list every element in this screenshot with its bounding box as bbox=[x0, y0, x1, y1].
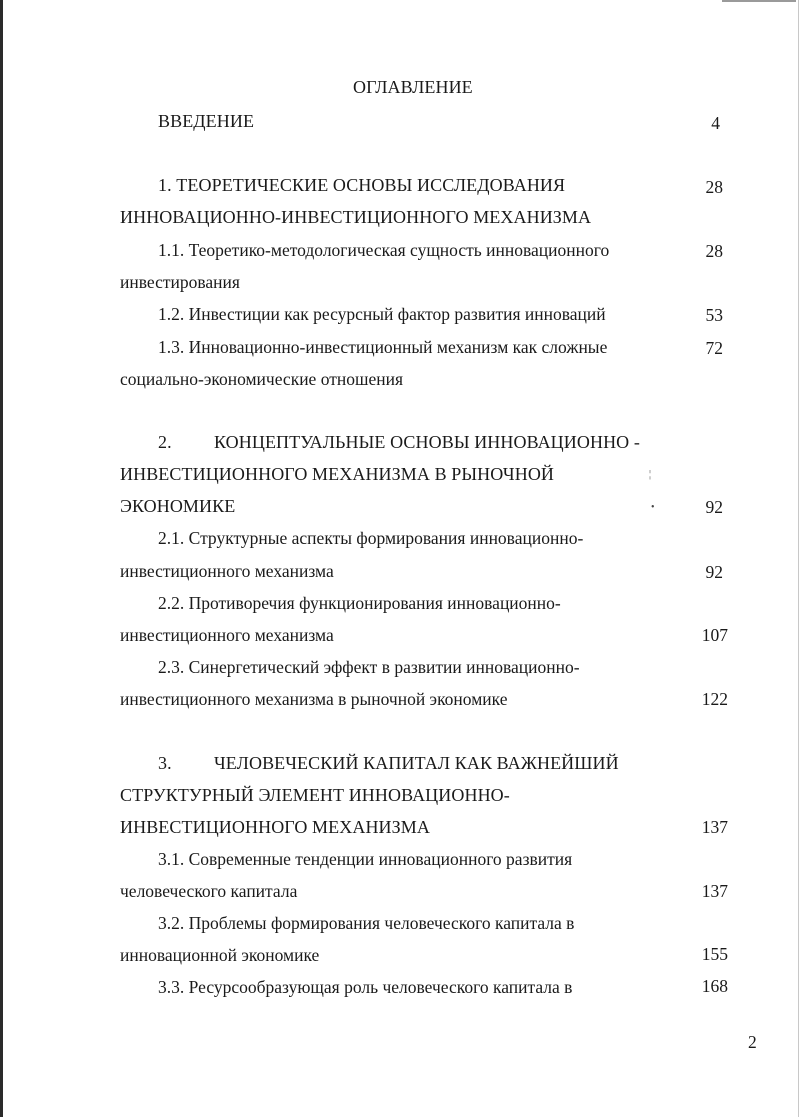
toc-page-number: 137 bbox=[701, 881, 728, 901]
toc-entry-number: 2. bbox=[158, 432, 172, 452]
toc-entry-text: социально-экономические отношения bbox=[120, 369, 404, 389]
scan-speck: ¦ bbox=[649, 469, 652, 480]
toc-entry-text: человеческого капитала bbox=[120, 881, 298, 901]
toc-entry-text: 1.1. Теоретико-методологическая сущность инновационного bbox=[158, 240, 610, 260]
toc-entry-text: ИНВЕСТИЦИОННОГО МЕХАНИЗМА bbox=[120, 817, 430, 837]
toc-entry-number: 3. bbox=[158, 753, 172, 773]
toc-page-number: 53 bbox=[705, 305, 723, 325]
toc-entry-text: ЧЕЛОВЕЧЕСКИЙ КАПИТАЛ КАК ВАЖНЕЙШИЙ bbox=[214, 753, 619, 773]
toc-page-number: 92 bbox=[705, 562, 723, 582]
toc-entry-text: СТРУКТУРНЫЙ ЭЛЕМЕНТ ИННОВАЦИОННО- bbox=[120, 785, 510, 805]
toc-entry-text: 3.3. Ресурсообразующая роль человеческого капитала в bbox=[158, 977, 573, 997]
toc-entry-text: инвестиционного механизма bbox=[120, 625, 334, 645]
toc-entry-text: 1.3. Инновационно-инвестиционный механизм как сложные bbox=[158, 337, 608, 357]
page-number: 2 bbox=[748, 1032, 757, 1052]
toc-page-number: 155 bbox=[701, 944, 728, 964]
toc-entry-text: инвестиционного механизма в рыночной экономике bbox=[120, 689, 508, 709]
toc-page-number: 72 bbox=[705, 338, 723, 358]
scan-speck: • bbox=[651, 502, 655, 513]
toc-page-number: 28 bbox=[705, 177, 723, 197]
toc-entry-text: 2.3. Синергетический эффект в развитии инновационно- bbox=[158, 657, 580, 677]
toc-page-number: 168 bbox=[701, 976, 728, 996]
toc-page-number: 107 bbox=[701, 625, 728, 645]
toc-entry-text: ИННОВАЦИОННО-ИНВЕСТИЦИОННОГО МЕХАНИЗМА bbox=[120, 207, 592, 227]
toc-page-number: 4 bbox=[711, 113, 720, 133]
toc-entry-text: инновационной экономике bbox=[120, 945, 320, 965]
toc-entry-text: 3.1. Современные тенденции инновационного развития bbox=[158, 849, 573, 869]
toc-entry-text: 1. ТЕОРЕТИЧЕСКИЕ ОСНОВЫ ИССЛЕДОВАНИЯ bbox=[158, 175, 566, 195]
toc-entry-text: инвестиционного механизма bbox=[120, 561, 334, 581]
toc-entry-text: ВВЕДЕНИЕ bbox=[158, 111, 255, 131]
toc-page-number: 137 bbox=[701, 817, 728, 837]
scan-edge-left bbox=[0, 0, 3, 1117]
scan-mark-top bbox=[722, 0, 796, 2]
toc-entry-text: инвестирования bbox=[120, 272, 240, 292]
toc-page-number: 92 bbox=[705, 497, 723, 517]
toc-entry-text: ИНВЕСТИЦИОННОГО МЕХАНИЗМА В РЫНОЧНОЙ bbox=[120, 464, 555, 484]
toc-entry-text: 2.1. Структурные аспекты формирования инновационно- bbox=[158, 528, 584, 548]
toc-entry-text: 3.2. Проблемы формирования человеческого капитала в bbox=[158, 913, 575, 933]
toc-page-number: 122 bbox=[701, 689, 728, 709]
toc-title: ОГЛАВЛЕНИЕ bbox=[353, 77, 473, 97]
toc-entry-text: 1.2. Инвестиции как ресурсный фактор развития инноваций bbox=[158, 304, 606, 324]
toc-entry-text: КОНЦЕПТУАЛЬНЫЕ ОСНОВЫ ИННОВАЦИОННО - bbox=[214, 432, 640, 452]
toc-entry-text: ЭКОНОМИКЕ bbox=[120, 496, 236, 516]
toc-page-number: 28 bbox=[705, 241, 723, 261]
toc-entry-text: 2.2. Противоречия функционирования инновационно- bbox=[158, 593, 561, 613]
